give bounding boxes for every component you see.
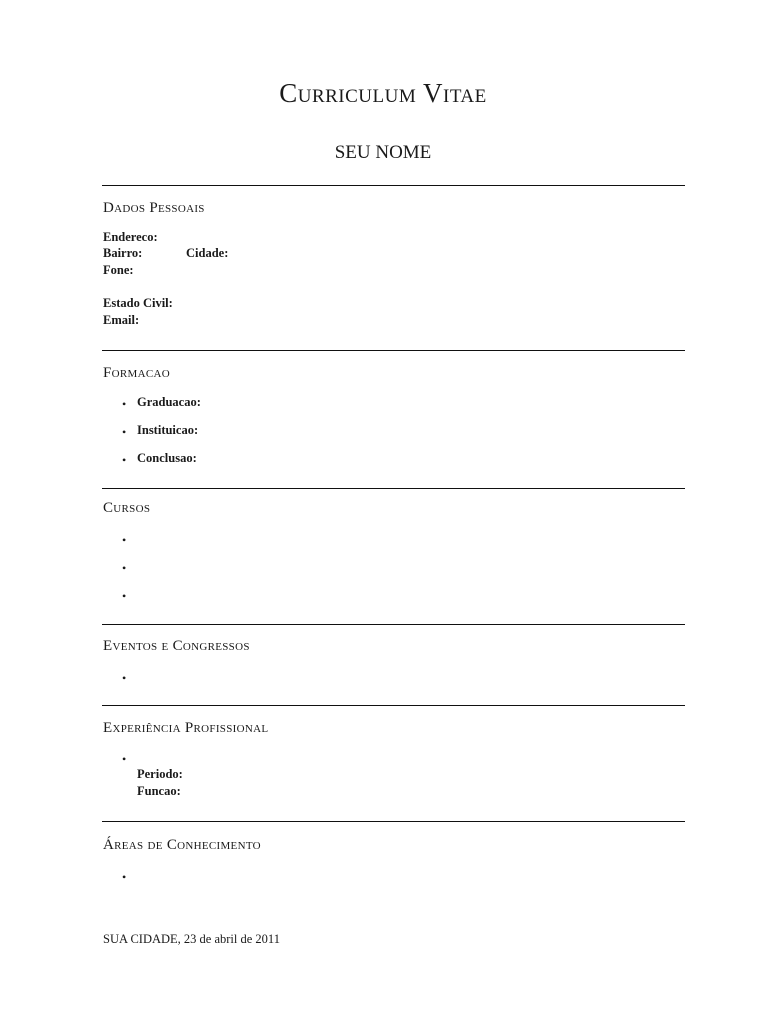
section-rule	[102, 350, 685, 351]
field-estado-civil: Estado Civil:	[103, 296, 173, 310]
bullet-icon: •	[122, 589, 127, 603]
bullet-icon: •	[122, 425, 127, 439]
section-heading-eventos: Eventos e Congressos	[103, 638, 250, 654]
list-item-graduacao: Graduacao:	[137, 395, 201, 409]
field-periodo: Periodo:	[137, 767, 183, 781]
bullet-icon: •	[122, 533, 127, 547]
section-rule	[102, 705, 685, 706]
field-endereco: Endereco:	[103, 230, 158, 244]
section-heading-cursos: Cursos	[103, 500, 151, 516]
list-item-instituicao: Instituicao:	[137, 423, 199, 437]
place-and-date: SUA CIDADE, 23 de abril de 2011	[103, 932, 280, 946]
bullet-icon: •	[122, 752, 127, 766]
field-email: Email:	[103, 313, 140, 327]
bullet-icon: •	[122, 870, 127, 884]
bullet-icon: •	[122, 561, 127, 575]
section-rule	[102, 624, 685, 625]
field-bairro: Bairro:	[103, 246, 143, 260]
section-heading-areas: Áreas de Conhecimento	[103, 837, 261, 853]
section-rule	[102, 821, 685, 822]
section-heading-experiencia: Experiência Profissional	[103, 720, 269, 736]
section-heading-formacao: Formacao	[103, 365, 170, 381]
document-title: Curriculum Vitae	[279, 78, 487, 108]
list-item-conclusao: Conclusao:	[137, 451, 197, 465]
field-fone: Fone:	[103, 263, 134, 277]
person-name: SEU NOME	[334, 142, 432, 163]
field-funcao: Funcao:	[137, 784, 181, 798]
bullet-icon: •	[122, 453, 127, 467]
bullet-icon: •	[122, 671, 127, 685]
section-rule	[102, 488, 685, 489]
field-cidade: Cidade:	[186, 246, 229, 260]
section-heading-dados-pessoais: Dados Pessoais	[103, 200, 205, 216]
bullet-icon: •	[122, 397, 127, 411]
section-rule	[102, 185, 685, 186]
